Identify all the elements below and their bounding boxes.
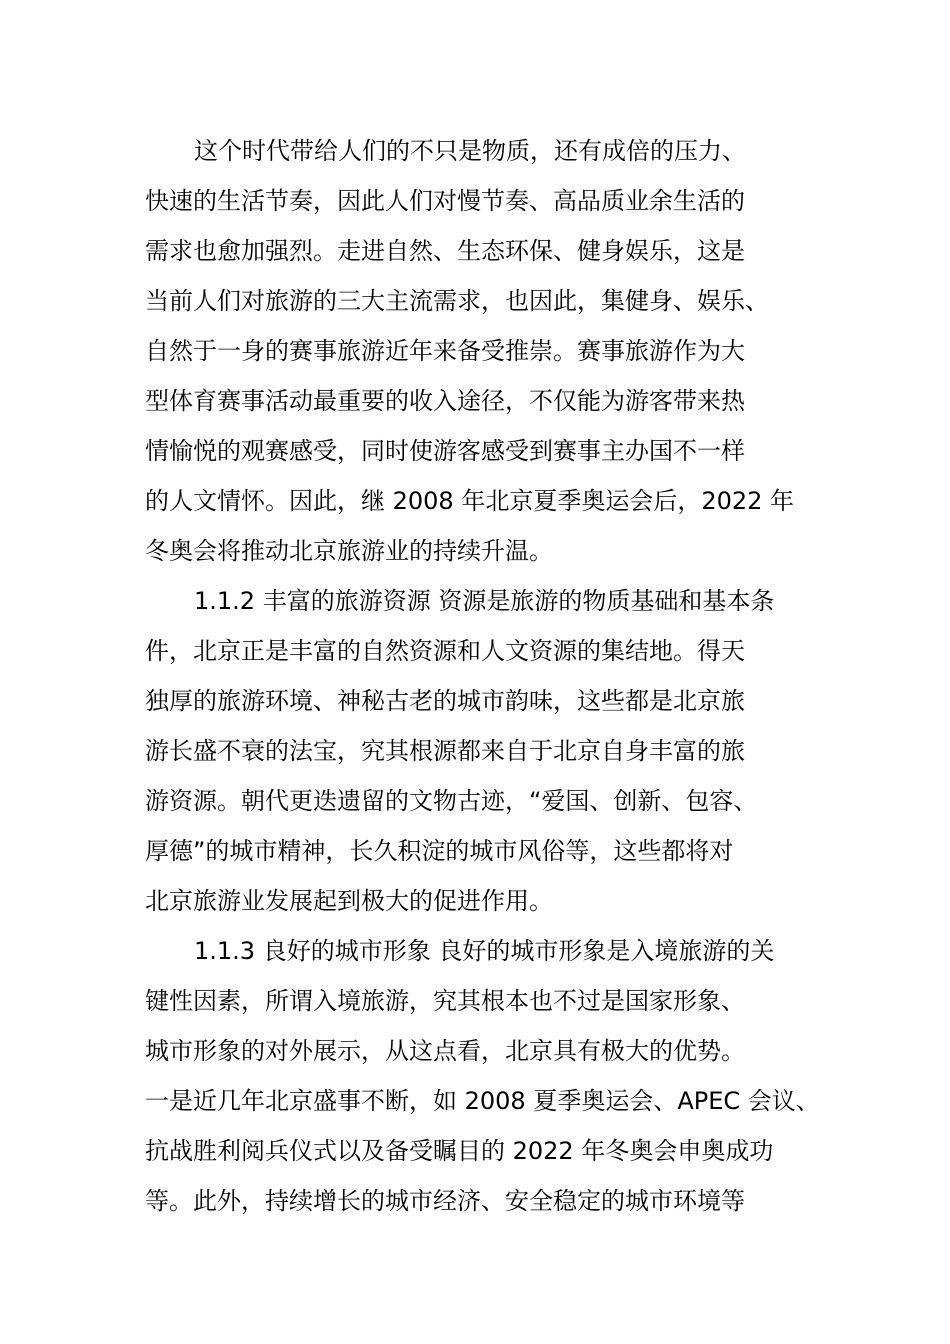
paragraph-2-line-6: 厚德”的城市精神，长久积淀的城市风俗等，这些都将对: [145, 837, 734, 865]
paragraph-3-line-1: 1.1.3 良好的城市形象 良好的城市形象是入境旅游的关: [194, 937, 775, 965]
paragraph-2-line-4: 游长盛不衰的法宝，究其根源都来自于北京自身丰富的旅: [145, 737, 745, 765]
paragraph-3-line-5: 抗战胜利阅兵仪式以及备受瞩目的 2022 年冬奥会申奥成功: [145, 1137, 774, 1165]
paragraph-2-line-5: 游资源。朝代更迭遗留的文物古迹，“爱国、创新、包容、: [145, 787, 758, 815]
paragraph-1-line-1: 这个时代带给人们的不只是物质，还有成倍的压力、: [194, 137, 746, 165]
paragraph-1-line-8: 的人文情怀。因此，继 2008 年北京夏季奥运会后，2022 年: [145, 487, 795, 515]
paragraph-2-line-7: 北京旅游业发展起到极大的促进作用。: [145, 887, 553, 915]
paragraph-1-line-5: 自然于一身的赛事旅游近年来备受推崇。赛事旅游作为大: [145, 337, 745, 365]
paragraph-3-line-3: 城市形象的对外展示，从这点看，北京具有极大的优势。: [145, 1037, 745, 1065]
paragraph-1-line-3: 需求也愈加强烈。走进自然、生态环保、健身娱乐，这是: [145, 237, 745, 265]
paragraph-3-line-6: 等。此外，持续增长的城市经济、安全稳定的城市环境等: [145, 1187, 745, 1215]
paragraph-1-line-6: 型体育赛事活动最重要的收入途径，不仅能为游客带来热: [145, 387, 745, 415]
paragraph-1-line-9: 冬奥会将推动北京旅游业的持续升温。: [145, 537, 553, 565]
paragraph-3-line-2: 键性因素，所谓入境旅游，究其根本也不过是国家形象、: [145, 987, 745, 1015]
paragraph-2-line-1: 1.1.2 丰富的旅游资源 资源是旅游的物质基础和基本条: [194, 587, 775, 615]
paragraph-3-line-4: 一是近几年北京盛事不断，如 2008 夏季奥运会、APEC 会议、: [145, 1087, 820, 1115]
paragraph-1-line-2: 快速的生活节奏，因此人们对慢节奏、高品质业余生活的: [145, 187, 745, 215]
paragraph-2-line-2: 件，北京正是丰富的自然资源和人文资源的集结地。得天: [145, 637, 745, 665]
paragraph-2-line-3: 独厚的旅游环境、神秘古老的城市韵味，这些都是北京旅: [145, 687, 745, 715]
paragraph-1-line-7: 情愉悦的观赛感受，同时使游客感受到赛事主办国不一样: [145, 437, 745, 465]
paragraph-1-line-4: 当前人们对旅游的三大主流需求，也因此，集健身、娱乐、: [145, 287, 769, 315]
